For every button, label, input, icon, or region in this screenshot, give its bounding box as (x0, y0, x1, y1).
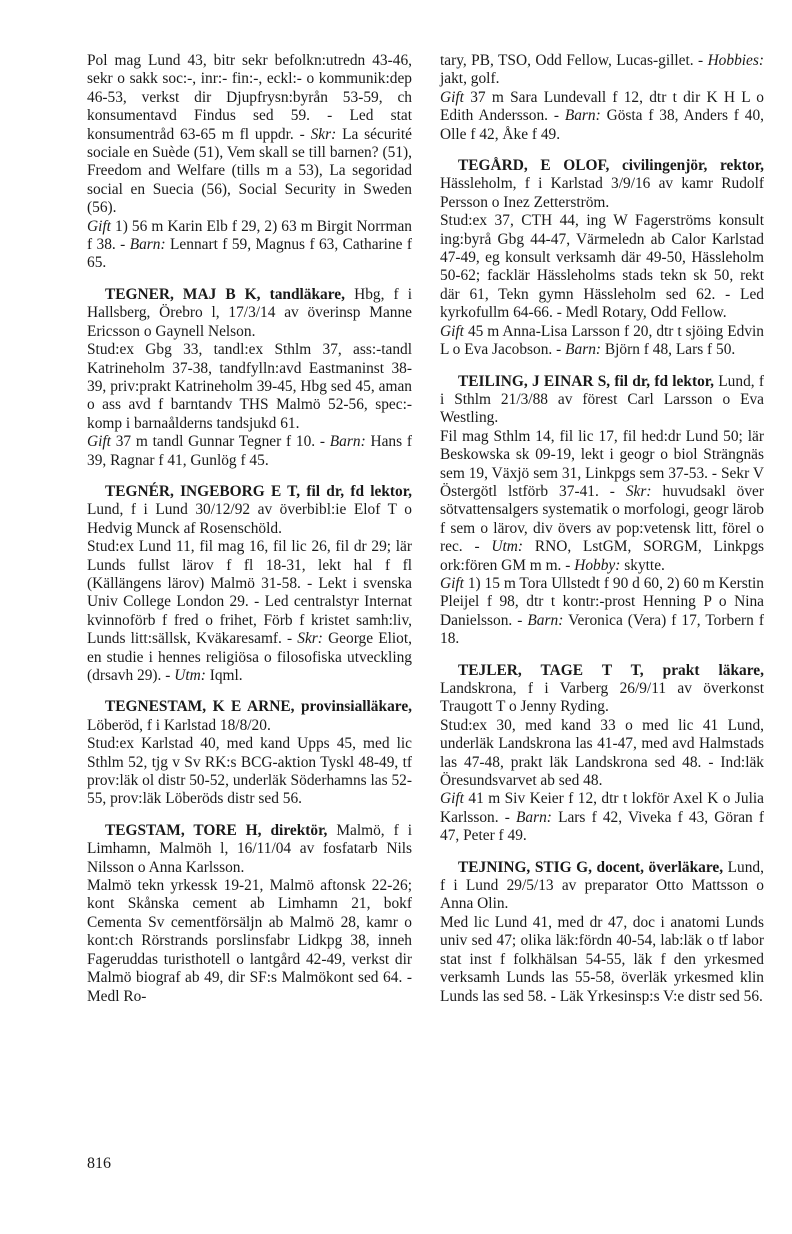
entry-marriage: Gift 37 m Sara Lundevall f 12, dtr t dir K H L o Edith Andersson. - Barn: Gösta f 38, Anders f 40, Olle f 42, Åke f 49. (440, 88, 764, 143)
entry-text: Malmö tekn yrkessk 19-21, Malmö aftonsk 22-26; kont Skånska cement ab Limhamn 21, bokf Cementa Sv cementförsäljn ab Malmö 28, kamr o kont:ch Rörstrands porslinsfabr Lidkpg 38, inneh Fageruddas turisthotell o lantgård 42-49, verkst dir Malmö biograf ab 49, dir SF:s Malmökont sed 64. - Medl Ro- (87, 877, 412, 1005)
entry-heading: TEJNING, STIG G, docent, överläkare, Lund, f i Lund 29/5/13 av preparator Otto Mattsson o Anna Olin. (440, 858, 764, 913)
entry-heading: TEILING, J EINAR S, fil dr, fd lektor, Lund, f i Sthlm 21/3/88 av förest Carl Larsson o Eva Westling. (440, 372, 764, 427)
entry-text: Pol mag Lund 43, bitr sekr befolkn:utredn 43-46, sekr o sakk soc:-, inr:- fin:-, eckl:- o kommunik:dep 46-53, verkst dir Djupfrysn:byrån 53-59, ch konsumentavd Findus sed 59. - Led stat konsumentråd 63-65 m fl uppdr. - Skr: La sécurité sociale en Suède (51), Vem skall se till barnen? (51), Freedom and Welfare (tills m a 53), La segoridad social en Suecia (56), Social Security in Sweden (56). (87, 52, 412, 217)
entry-text: Stud:ex 37, CTH 44, ing W Fagerströms konsult ing:byrå Gbg 44-47, Värmeledn ab Calor Karlstad 47-49, eg konsult verksamh där 49-50, Hässleholm 50-62; facklär Hässleholms stads tekn sk 50, rekt där 61, Tekn gymn Hässleholm sed 62. - Led kyrkofullm 64-66. - Medl Rotary, Odd Fellow. (440, 212, 764, 322)
entry-heading: TEGNESTAM, K E ARNE, provinsialläkare, Löberöd, f i Karlstad 18/8/20. (87, 698, 412, 734)
entry-heading: TEGNER, MAJ B K, tandläkare, Hbg, f i Hallsberg, Örebro l, 17/3/14 av överinsp Manne Ericsson o Gaynell Nelson. (87, 285, 412, 340)
entry-heading: TEGSTAM, TORE H, direktör, Malmö, f i Limhamn, Malmöh l, 16/11/04 av fosfatarb Nils Nilsson o Anna Karlsson. (87, 821, 412, 876)
entry-continued (440, 52, 764, 144)
entry-tegard (440, 157, 764, 359)
entry-text: Stud:ex 30, med kand 33 o med lic 41 Lund, underläk Landskrona las 41-47, med avd Halmstads las 47-48, prakt läk Landskrona sed 48. - Ind:läk Öresundsvarvet ab sed 48. (440, 716, 764, 790)
entry-text: tary, PB, TSO, Odd Fellow, Lucas-gillet. - Hobbies: jakt, golf. (440, 52, 764, 88)
entry-tegner-ingeborg (87, 483, 412, 685)
entry-heading: TEGÅRD, E OLOF, civilingenjör, rektor, Hässleholm, f i Karlstad 3/9/16 av kamr Rudolf Persson o Inez Zetterström. (440, 157, 764, 211)
entry-text: Stud:ex Gbg 33, tandl:ex Sthlm 37, ass:-tandl Katrineholm 37-38, tandfylln:avd Eastmaninst 38-39, priv:prakt Katrineholm 39-45, Hbg sed 45, aman o ass avd f barntandv THS Malmö 52-56, spec:-komp i barnaålderns tandsjukd 61. (87, 341, 412, 432)
entry-text: Fil mag Sthlm 14, fil lic 17, fil hed:dr Lund 50; lär Beskowska sk 09-19, lekt i geogr o biol Strängnäs sem 19, Växjö sem 31, Linkpgs sem 37-53. - Sekr V Östergötl lstförb 37-41. - Skr: huvudsakl över sötvattensalgers systematik o morfologi, geogr lärob f sem o lärov, div övers av pop:vetensk litt, förel o rec. - Utm: RNO, LstGM, SORGM, Linkpgs ork:fören GM m m. - Hobby: skytte. (440, 427, 765, 574)
entry-text: Stud:ex Karlstad 40, med kand Upps 45, med lic Sthlm 52, tjg v Sv RK:s BCG-aktion Tyskl 48-49, tf prov:läk ol distr 50-52, underläk Söderhamns las 52-55, prov:läk Löberöds distr sed 56. (87, 735, 412, 808)
entry-tejning (440, 859, 764, 1006)
entry-marriage: Gift 1) 15 m Tora Ullstedt f 90 d 60, 2) 60 m Kerstin Pleijel f 98, dtr t kontr:-prost Henning P o Nina Danielsson. - Barn: Veronica (Vera) f 17, Torbern f 18. (440, 574, 764, 648)
entry-text: Med lic Lund 41, med dr 47, doc i anatomi Lunds univ sed 47; olika läk:fördn 40-54, lab:läk o tf labor stat inst f folkhälsan 54-55, läk f den yrkesmed verksamh Lunds las 55-58, överläk yrkesmed klin Lunds las sed 58. - Läk Yrkesinsp:s V:e distr sed 56. (440, 913, 764, 1005)
entry-marriage: Gift 45 m Anna-Lisa Larsson f 20, dtr t sjöing Edvin L o Eva Jacobson. - Barn: Björn f 48, Lars f 50. (440, 322, 764, 359)
entry-continued (87, 52, 412, 273)
entry-marriage: Gift 37 m tandl Gunnar Tegner f 10. - Barn: Hans f 39, Ragnar f 41, Gunlög f 45. (87, 433, 412, 469)
entry-marriage: Gift 1) 56 m Karin Elb f 29, 2) 63 m Birgit Norrman f 38. - Barn: Lennart f 59, Magnus f 63, Catharine f 65. (87, 217, 412, 272)
left-column (87, 52, 412, 1019)
entry-heading: TEGNÉR, INGEBORG E T, fil dr, fd lektor, Lund, f i Lund 30/12/92 av överbibl:ie Elof T o Hedvig Munck af Rosenschöld. (87, 482, 412, 537)
entry-marriage: Gift 41 m Siv Keier f 12, dtr t lokför Axel K o Julia Karlsson. - Barn: Lars f 42, Viveka f 43, Göran f 47, Peter f 49. (440, 790, 764, 845)
entry-tegnestam (87, 698, 412, 808)
entry-tegstam (87, 822, 412, 1006)
right-column (440, 52, 764, 1019)
entry-text: Stud:ex Lund 11, fil mag 16, fil lic 26, fil dr 29; lär Lunds fullst lärov f fl 18-31, lekt hal f fl (Källängens lärov) Malmö 31-58. - Lekt i svenska Univ College London 29. - Led centralstyr Internat kvinnoförb f fred o frihet, Förb f kristet samh:liv, Lunds litt:sällsk, Kväkaresamf. - Skr: George Eliot, en studie i hennes religiösa o filosofiska utveckling (drsavh 29). - Utm: Iqml. (87, 538, 412, 684)
page-number: 816 (87, 1155, 111, 1172)
entry-heading: TEJLER, TAGE T T, prakt läkare, Landskrona, f i Varberg 26/9/11 av överkonst Traugott T o Jenny Ryding. (440, 661, 764, 716)
entry-tegner-maj (87, 286, 412, 470)
entry-teiling (440, 373, 764, 649)
entry-tejler (440, 662, 764, 846)
